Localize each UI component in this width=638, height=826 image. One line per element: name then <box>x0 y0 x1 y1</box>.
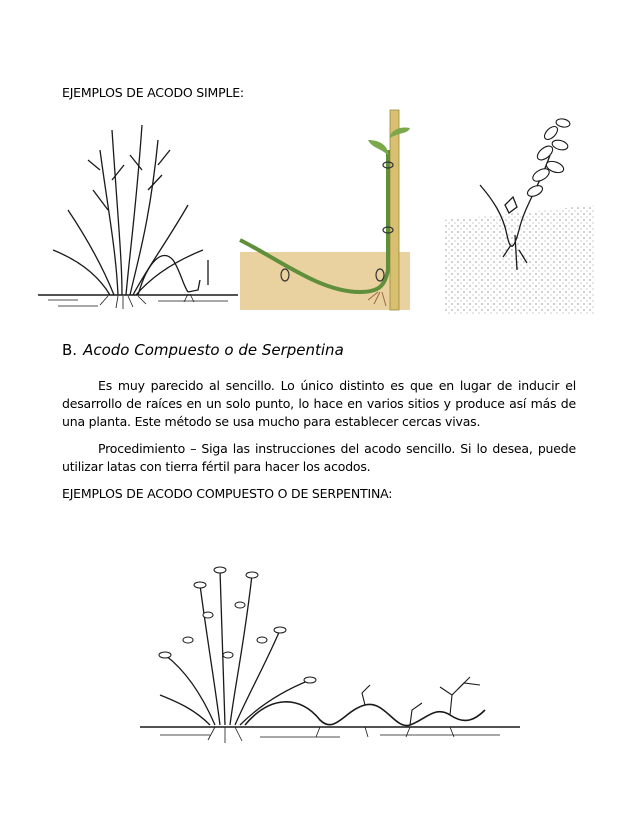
illustration-simple-layering-shrub <box>38 110 238 310</box>
section-title: Acodo Compuesto o de Serpentina <box>83 341 344 359</box>
illustration-serpentine-layering <box>140 545 520 770</box>
paragraph-procedure: Procedimiento – Siga las instrucciones del acodo sencillo. Si lo desea, puede utilizar latas con tierra fértil para hacer los acodos. <box>62 441 576 474</box>
heading-compound-layering-examples: EJEMPLOS DE ACODO COMPUESTO O DE SERPENTINA: <box>62 486 393 501</box>
heading-simple-layering-examples: EJEMPLOS DE ACODO SIMPLE: <box>62 85 244 100</box>
section-letter: B. <box>62 341 78 359</box>
illustration-simple-layering-soil-section <box>240 110 410 310</box>
section-b-heading <box>62 341 344 359</box>
paragraph-description: Es muy parecido al sencillo. Lo único distinto es que en lugar de inducir el desarrollo de raíces en un solo punto, lo hace en varios sitios y produce así más de una planta. Este método se usa mucho para establecer cercas vivas. <box>62 378 576 429</box>
illustration-simple-layering-tip-rooting <box>445 105 595 315</box>
